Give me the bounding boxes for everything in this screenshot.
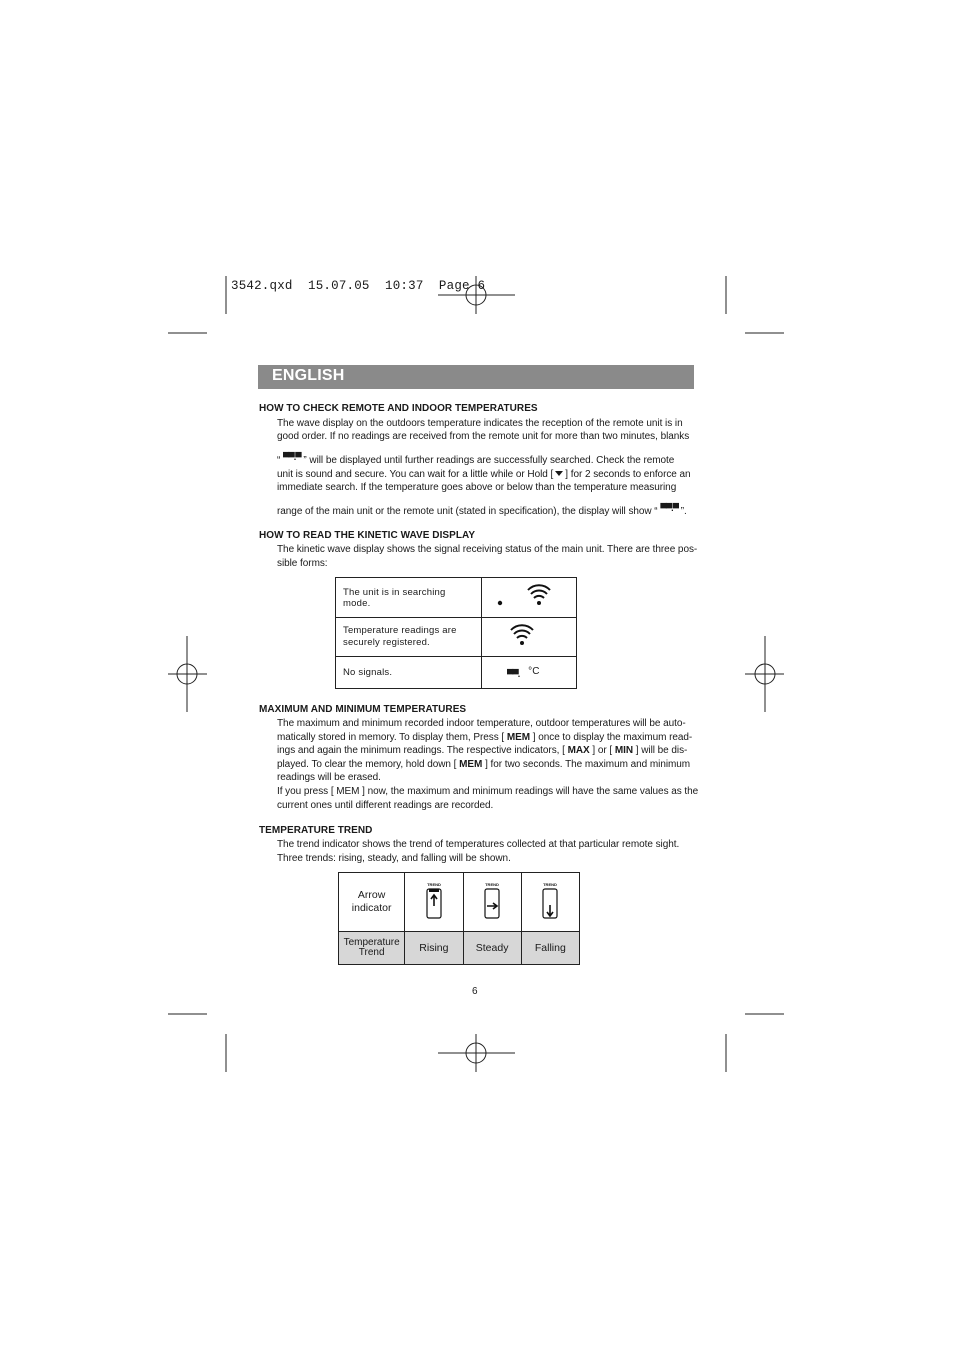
text: ] for two seconds. The maximum and minimum <box>485 758 691 770</box>
section-heading-temperature-trend: TEMPERATURE TREND <box>259 825 373 836</box>
text: ”. <box>680 506 687 517</box>
arrow-up-icon <box>405 873 463 932</box>
section-body-kinetic-wave <box>277 543 697 573</box>
svg-text:TREND: TREND <box>426 881 441 887</box>
table-row <box>336 618 577 657</box>
section-heading-kinetic-wave: HOW TO READ THE KINETIC WAVE DISPLAY <box>259 530 476 541</box>
text: unit is sound and secure. You can wait for a little while or Hold [ <box>277 469 554 480</box>
section-body-remote-indoor <box>277 417 697 517</box>
paragraph-line <box>277 758 690 772</box>
label-line: securely registered. <box>343 637 430 648</box>
paragraph-line: good order. If no readings are received from the remote unit for more than two minutes, blanks <box>277 431 690 442</box>
text: ] will be dis- <box>635 745 688 757</box>
wave-registered-icon <box>482 618 577 657</box>
trend-table <box>338 872 580 965</box>
wave-row-label: No signals. <box>336 657 482 689</box>
paragraph-line: Three trends: rising, steady, and falling will be shown. <box>277 853 511 864</box>
paragraph-line: sible forms: <box>277 558 328 569</box>
text: ings and again the minimum readings. The respective indicators, [ <box>277 745 565 757</box>
text: ] once to display the maximum read- <box>532 731 693 743</box>
text: played. To clear the memory, hold down [ <box>277 758 457 770</box>
banner-title: ENGLISH <box>272 367 345 384</box>
paragraph-line: The wave display on the outdoors temperature indicates the reception of the remote unit is in <box>277 418 683 429</box>
wave-searching-icon <box>482 578 577 618</box>
max-key-label: MAX <box>567 745 590 757</box>
paragraph-line <box>277 731 692 745</box>
section-body-temperature-trend <box>277 838 697 868</box>
svg-text:TREND: TREND <box>485 881 499 887</box>
mem-key-label: MEM <box>506 731 531 743</box>
section-heading-remote-indoor: HOW TO CHECK REMOTE AND INDOOR TEMPERATURES <box>259 403 538 414</box>
label-line: Temperature <box>343 937 400 948</box>
paragraph-line <box>277 744 687 758</box>
paragraph-line: The maximum and minimum recorded indoor temperature, outdoor temperatures will be auto- <box>277 718 686 729</box>
wave-row-label: The unit is in searching mode. <box>336 578 482 618</box>
svg-text:TREND: TREND <box>543 881 558 887</box>
wave-status-table <box>335 577 577 689</box>
paragraph-line: immediate search. If the temperature goes above or below than the temperature measuring <box>277 482 677 493</box>
min-key-label: MIN <box>614 745 634 757</box>
open-quote: “ <box>277 455 281 466</box>
paragraph-line: The trend indicator shows the trend of temperatures collected at that particular remote sight. <box>277 839 680 850</box>
text: ] or [ <box>592 745 613 757</box>
temperature-trend-label <box>339 932 405 965</box>
paragraph-line <box>277 468 691 482</box>
text: range of the main unit or the remote unit (stated in specification), the display will show “ <box>277 506 658 517</box>
blank-segment-icon: ▀▀.▀ <box>283 452 301 462</box>
paragraph-line: current ones until different readings are recorded. <box>277 799 494 811</box>
table-row <box>336 578 577 618</box>
arrow-down-icon <box>521 873 579 932</box>
paragraph-line <box>277 451 674 468</box>
trend-rising-label: Rising <box>405 932 463 965</box>
table-row <box>336 657 577 689</box>
arrow-indicator-label <box>339 873 405 932</box>
table-row <box>339 932 580 965</box>
label-line: Arrow <box>357 889 386 901</box>
label-line: Trend <box>358 947 385 958</box>
out-of-range-segment-icon: ▀▀.▀ <box>660 503 678 513</box>
language-banner <box>258 365 694 389</box>
section-heading-max-min: MAXIMUM AND MINIMUM TEMPERATURES <box>259 704 467 715</box>
text: matically stored in memory. To display them, Press [ <box>277 731 505 743</box>
page-number: 6 <box>472 986 478 997</box>
label-line: Temperature readings are <box>343 625 457 636</box>
trend-steady-label: Steady <box>463 932 521 965</box>
trend-falling-label: Falling <box>521 932 579 965</box>
paragraph-line <box>277 502 687 519</box>
blank-segment-icon: ▀▀. <box>507 668 520 679</box>
paragraph-line: If you press [ MEM ] now, the maximum and minimum readings will have the same values as the <box>277 786 699 797</box>
arrow-right-icon <box>463 873 521 932</box>
down-arrow-button-icon <box>555 471 563 476</box>
text: ] for 2 seconds to enforce an <box>565 469 691 480</box>
celsius-unit: °C <box>528 665 540 677</box>
label-line: indicator <box>351 902 392 914</box>
file-slug: 3542.qxd 15.07.05 10:37 Page 6 <box>231 279 486 293</box>
wave-row-label <box>336 618 482 657</box>
mem-key-label: MEM <box>459 758 483 770</box>
text: ” will be displayed until further readings are successfully searched. Check the remote <box>303 455 675 466</box>
table-row <box>339 873 580 932</box>
no-signal-icon <box>482 657 577 689</box>
section-body-max-min <box>277 717 697 813</box>
paragraph-line: readings will be erased. <box>277 772 381 784</box>
paragraph-line: The kinetic wave display shows the signal receiving status of the main unit. There are three pos- <box>277 544 698 555</box>
